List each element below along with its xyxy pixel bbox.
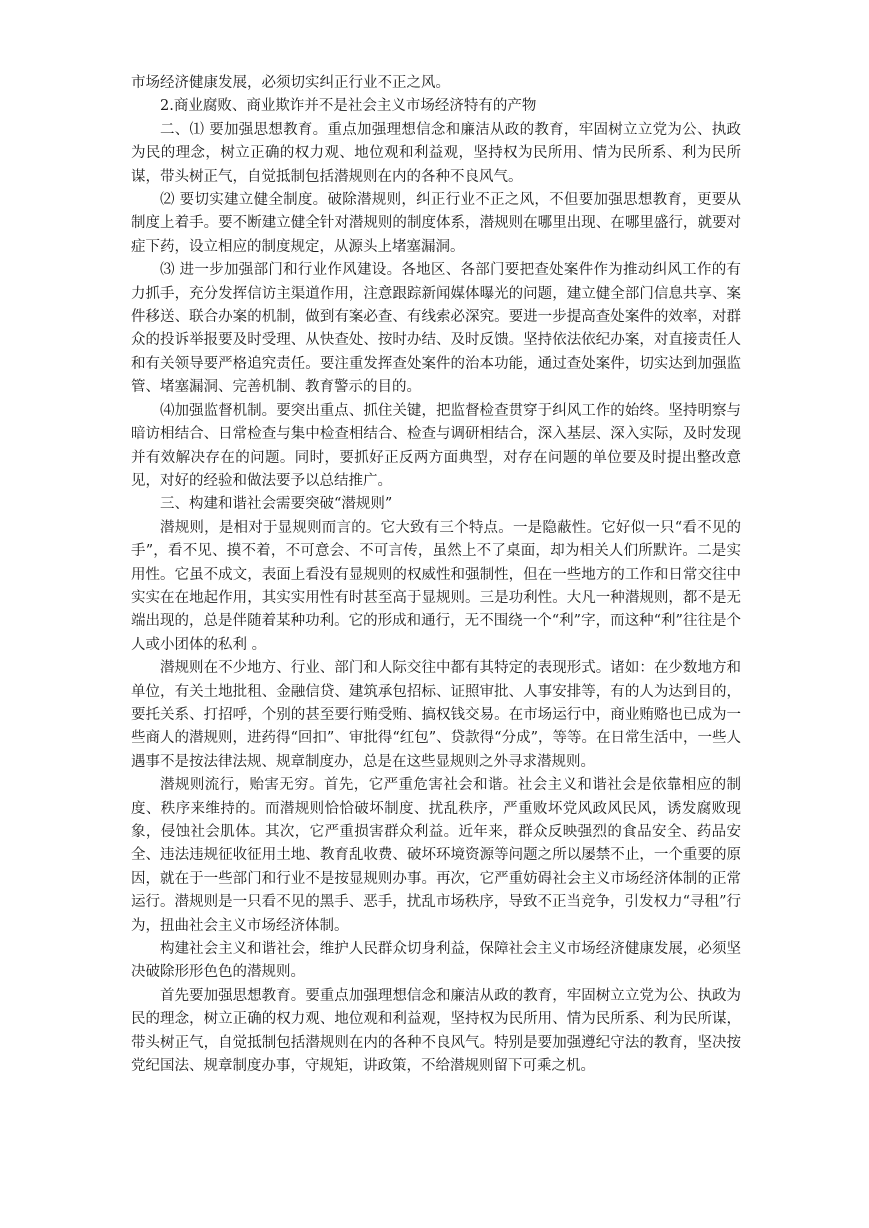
paragraph-section-2-item-2: ⑵ 要切实建立健全制度。破除潜规则，纠正行业不正之风，不但要加强思想教育，更要从制度上着手。要不断建立健全针对潜规则的制度体系，潜规则在哪里出现、在哪里盛行，就要对症下药，设立相应的制度规定，从源头上堵塞漏洞。 [131,192,741,255]
paragraph-hidden-rules-features: 潜规则，是相对于显规则而言的。它大致有三个特点。一是隐蔽性。它好似一只“看不见的手”，看不见、摸不着，不可意会、不可言传，虽然上不了桌面，却为相关人们所默许。二是实用性。它虽不成文，表面上看没有显规则的权威性和强制性，但在一些地方的工作和日常交往中实实在在地起作用，其实实用性有时甚至高于显规则。三是功利性。大凡一种潜规则，都不是无端出现的，总是伴随着某种功利。它的形成和通行，无不围绕一个“利”字，而这种“利”往往是个人或小团体的私利 。 [131,519,741,653]
paragraph-section-2-item-3: ⑶ 进一步加强部门和行业作风建设。各地区、各部门要把查处案件作为推动纠风工作的有力抓手，充分发挥信访主渠道作用，注意跟踪新闻媒体曝光的问题，建立健全部门信息共享、案件移送、联合办案的机制，做到有案必查、有线索必深究。要进一步提高查处案件的效率，对群众的投诉举报要及时受理、从快查处、按时办结、及时反馈。坚持依法依纪办案，对直接责任人和有关领导要严格追究责任。要注重发挥查处案件的治本功能，通过查处案件，切实达到加强监管、堵塞漏洞、完善机制、教育警示的目的。 [131,262,741,396]
paragraph-section-2-item-4: ⑷加强监督机制。要突出重点、抓住关键，把监督检查贯穿于纠风工作的始终。坚持明察与暗访相结合、日常检查与集中检查相结合、检查与调研相结合，深入基层、深入实际，及时发现并有效解决存在的问题。同时，要抓好正反两方面典型，对存在问题的单位要及时提出整改意见，对好的经验和做法要予以总结推广。 [131,402,741,489]
paragraph-hidden-rules-conclusion: 构建社会主义和谐社会，维护人民群众切身利益，保障社会主义市场经济健康发展，必须坚决破除形形色色的潜规则。 [131,941,741,981]
section-3-heading: 三、构建和谐社会需要突破“潜规则” [160,496,393,513]
paragraph-continuation: 市场经济健康发展，必须切实纠正行业不正之风。 [131,75,450,91]
paragraph-hidden-rules-harm: 潜规则流行，贻害无穷。首先，它严重危害社会和谐。社会主义和谐社会是依靠相应的制度、秩序来维持的。而潜规则恰恰破坏制度、扰乱秩序，严重败坏党风政风民风，诱发腐败现象，侵蚀社会肌体。其次，它严重损害群众利益。近年来，群众反映强烈的食品安全、药品安全、违法违规征收征用土地、教育乱收费、破坏环境资源等问题之所以屡禁不止，一个重要的原因，就在于一些部门和行业不是按显规则办事。再次，它严重妨碍社会主义市场经济体制的正常运行。潜规则是一只看不见的黑手、恶手，扰乱市场秩序，导致不正当竞争，引发权力“寻租”行为，扭曲社会主义市场经济体制。 [131,777,741,934]
paragraph-ideological-education: 首先要加强思想教育。要重点加强理想信念和廉洁从政的教育，牢固树立立党为公、执政为民的理念，树立正确的权力观、地位观和利益观，坚持权为民所用、情为民所系、利为民所谋，带头树正气，自觉抵制包括潜规则在内的各种不良风气。特别是要加强遵纪守法的教育，坚决按党纪国法、规章制度办事，守规矩，讲政策，不给潜规则留下可乘之机。 [131,987,741,1075]
paragraph-section-2-item-1: 二、⑴ 要加强思想教育。重点加强理想信念和廉洁从政的教育，牢固树立立党为公、执政为民的理念，树立正确的权力观、地位观和利益观，坚持权为民所用、情为民所系、利为民所谋，带头树正气，自觉抵制包括潜规则在内的各种不良风气。 [131,121,741,185]
paragraph-point-2: 2.商业腐败、商业欺诈并不是社会主义市场经济特有的产物 [160,98,537,115]
paragraph-hidden-rules-forms: 潜规则在不少地方、行业、部门和人际交往中都有其特定的表现形式。诸如：在少数地方和单位，有关土地批租、金融信贷、建筑承包招标、证照审批、人事安排等，有的人为达到目的，要托关系、打招呼，个别的甚至要行贿受贿、搞权钱交易。在市场运行中，商业贿赂也已成为一些商人的潜规则，进药得“回扣”、审批得“红包”、贷款得“分成”，等等。在日常生活中，一些人遇事不是按法律法规、规章制度办，总是在这些显规则之外寻求潜规则。 [131,660,741,770]
document-body [131,72,741,1078]
